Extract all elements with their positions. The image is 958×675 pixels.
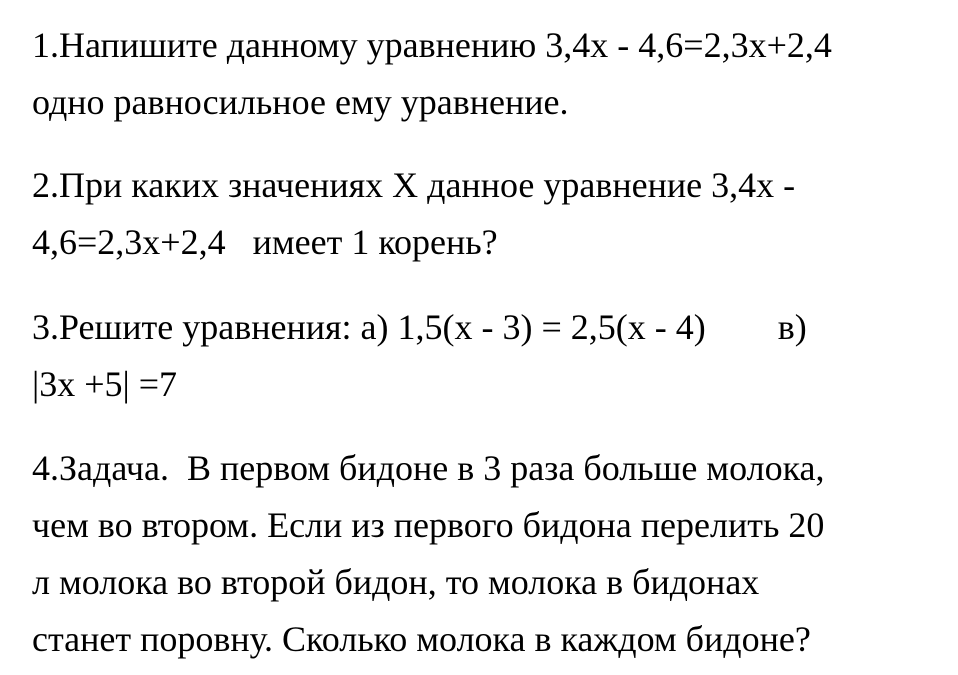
task-4-line-1: 4.Задача. В первом бидоне в 3 раза больше молока, bbox=[32, 448, 825, 488]
task-1 bbox=[32, 17, 832, 131]
task-3 bbox=[32, 299, 807, 413]
task-2 bbox=[32, 157, 795, 271]
task-2-line-1: 2.При каких значениях Х данное уравнение 3,4х - bbox=[32, 165, 796, 205]
task-4-line-4: станет поровну. Сколько молока в каждом бидоне? bbox=[32, 619, 811, 659]
task-2-line-2: 4,6=2,3х+2,4 имеет 1 корень? bbox=[32, 222, 498, 262]
task-3-line-2: |3х +5| =7 bbox=[32, 364, 178, 404]
task-1-line-1: 1.Напишите данному уравнению 3,4х - 4,6=2,3х+2,4 bbox=[32, 25, 832, 65]
task-4-line-3: л молока во второй бидон, то молока в бидонах bbox=[32, 562, 760, 602]
task-3-line-1: 3.Решите уравнения: а) 1,5(х - 3) = 2,5(х - 4) в) bbox=[32, 307, 807, 347]
task-1-line-2: одно равносильное ему уравнение. bbox=[32, 82, 569, 122]
task-4-line-2: чем во втором. Если из первого бидона перелить 20 bbox=[32, 505, 825, 545]
task-4 bbox=[32, 440, 825, 668]
